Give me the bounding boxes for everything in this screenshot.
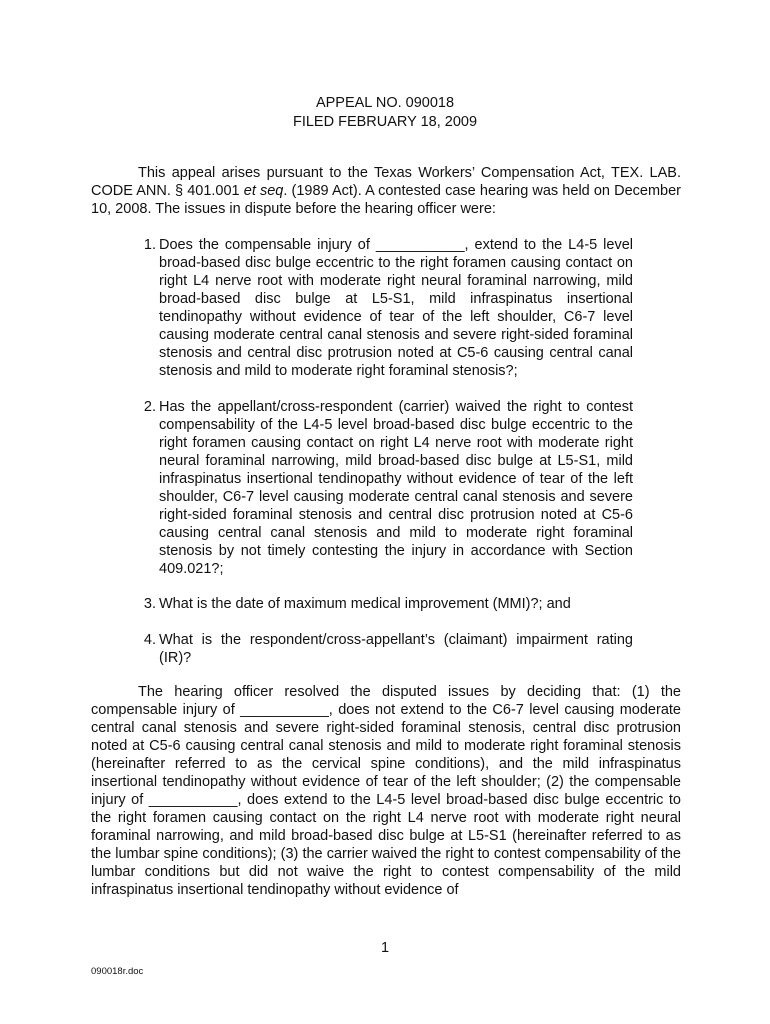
appeal-number: APPEAL NO. 090018: [315, 95, 455, 111]
intro-italic: et seq: [243, 183, 284, 199]
issue-number: 1.: [143, 237, 156, 253]
issue-item: [143, 595, 633, 613]
issue-item: [143, 398, 633, 578]
intro-text-2: . (1989 Act). A contested case hearing was held on December 10, 2008. The issues in dispute before the hearing officer were:: [91, 183, 682, 217]
intro-paragraph: [91, 164, 681, 218]
issue-number: 3.: [143, 596, 156, 612]
issue-text: What is the respondent/cross-appellant’s (claimant) impairment rating (IR)?: [159, 632, 633, 666]
issue-item: [143, 236, 633, 380]
issue-text: What is the date of maximum medical improvement (MMI)?; and: [159, 596, 571, 612]
issue-number: 2.: [143, 399, 156, 415]
page-number: 1: [380, 940, 390, 956]
filed-date: FILED FEBRUARY 18, 2009: [292, 114, 478, 130]
resolution-paragraph: The hearing officer resolved the disputed issues by deciding that: (1) the compensable injury of ___________, does not extend to the C6-7 level causing moderate central canal stenosis and severe right-sided foraminal stenosis, central disc protrusion noted at C5-6 causing central canal stenosis and mild to moderate right foraminal stenosis (hereinafter referred to as the cervical spine conditions), and the mild infraspinatus insertional tendinopathy without evidence of tear of the left shoulder; (2) the compensable injury of ___________, does extend to the L4-5 level broad-based disc bulge eccentric to the right foramen causing contact on the right L4 nerve root with moderate right neural foraminal narrowing, and mild broad-based disc bulge at L5-S1 (hereinafter referred to as the lumbar spine conditions); (3) the carrier waived the right to contest compensability of the lumbar conditions but did not waive the right to contest compensability of the mild infraspinatus insertional tendinopathy without evidence of: [91, 684, 681, 898]
intro-text-1: This appeal arises pursuant to the Texas Workers’ Compensation Act, TEX. LAB. CODE ANN. § 401.001: [91, 165, 681, 199]
issue-text: Does the compensable injury of ___________, extend to the L4-5 level broad-based disc bulge eccentric to the right foramen causing contact on right L4 nerve root with moderate right neural foraminal narrowing, mild broad-based disc bulge at L5-S1, mild infraspinatus insertional tendinopathy without evidence of tear of the left shoulder, C6-7 level causing moderate central canal stenosis and severe right-sided foraminal stenosis and central disc protrusion noted at C5-6 causing central canal stenosis and mild to moderate right foraminal stenosis?;: [159, 237, 633, 379]
issue-number: 4.: [143, 632, 156, 648]
issue-item: [143, 631, 633, 667]
issue-text: Has the appellant/cross-respondent (carrier) waived the right to contest compensability of the L4-5 level broad-based disc bulge eccentric to the right foramen causing contact on right L4 nerve root with moderate right neural foraminal narrowing, mild broad-based disc bulge at L5-S1, mild infraspinatus insertional tendinopathy without evidence of tear of the left shoulder, C6-7 level causing moderate central canal stenosis and severe right-sided foraminal stenosis and central disc protrusion noted at C5-6 causing central canal stenosis and mild to moderate right foraminal stenosis by not timely contesting the injury in accordance with Section 409.021?;: [159, 399, 633, 577]
footer-filename: 090018r.doc: [91, 966, 144, 977]
document-header: [0, 94, 770, 132]
